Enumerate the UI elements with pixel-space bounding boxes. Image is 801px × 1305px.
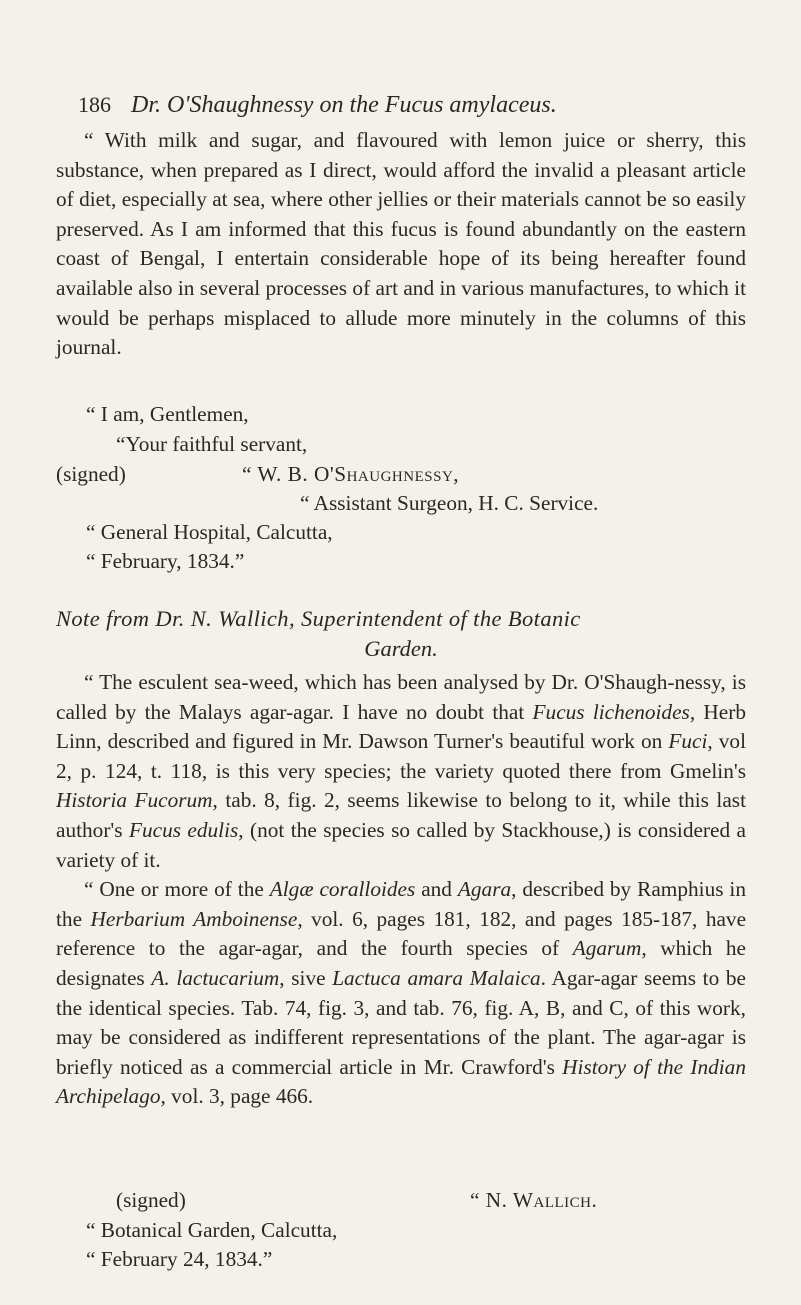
signature-name: “ W. B. O'Shaughnessy,	[242, 462, 460, 486]
closing-line-2: “Your faithful servant,	[116, 432, 308, 456]
note-body	[56, 668, 746, 1112]
running-title: Dr. O'Shaughnessy on the Fucus amylaceus.	[131, 92, 557, 118]
closing-line-1: “ I am, Gentlemen,	[86, 402, 249, 426]
letter-place: “ General Hospital, Calcutta,	[86, 520, 333, 544]
note-paragraph-2: “ One or more of the Algæ coralloides and Agara, described by Ramphius in the Herbarium Amboinense, vol. 6, pages 181, 182, and pages 185-187, have reference to the agar-agar, and the fourth species of Agarum, which he designates A. lactucarium, sive Lactuca amara Malaica. Agar-agar seems to be the identical species. Tab. 74, fig. 3, and tab. 76, fig. A, B, and C, of this work, may be considered as indifferent representations of the plant. The agar-agar is briefly noticed as a commercial article in Mr. Crawford's History of the Indian Archipelago, vol. 3, page 466.	[56, 877, 747, 1109]
note-paragraph-1: “ The esculent sea-weed, which has been analysed by Dr. O'Shaugh-nessy, is called by the Malays agar-agar. I have no doubt that Fucus lichenoides, Herb Linn, described and figured in Mr. Dawson Turner's beautiful work on Fuci, vol 2, p. 124, t. 118, is this very species; the variety quoted there from Gmelin's Historia Fucorum, tab. 8, fig. 2, seems likewise to belong to it, while this last author's Fucus edulis, (not the species so called by Stackhouse,) is considered a variety of it.	[56, 670, 746, 872]
letter-paragraph	[56, 126, 746, 363]
note-heading	[56, 604, 746, 664]
note-heading-line-1: Note from Dr. N. Wallich, Superintendent of the Botanic	[56, 606, 581, 631]
note-signed-label: (signed)	[116, 1188, 186, 1212]
letter-date: “ February, 1834.”	[86, 549, 245, 573]
letter-body-text: “ With milk and sugar, and flavoured with lemon juice or sherry, this substance, when prepared as I direct, would afford the invalid a pleasant article of diet, especially at sea, where other jellies or their materials cannot be so easily preserved. As I am informed that this fucus is found abundantly on the eastern coast of Bengal, I entertain considerable hope of its being hereafter found available also in several processes of art and in various manufactures, to which it would be perhaps misplaced to allude more minutely in the columns of this journal.	[56, 128, 746, 360]
signed-label: (signed)	[56, 462, 126, 486]
note-place: “ Botanical Garden, Calcutta,	[86, 1218, 338, 1242]
note-signature-name: “ N. Wallich.	[470, 1188, 598, 1212]
signature-title: “ Assistant Surgeon, H. C. Service.	[300, 491, 599, 515]
page-number: 186	[78, 92, 111, 117]
note-date: “ February 24, 1834.”	[86, 1247, 273, 1271]
note-heading-line-2: Garden.	[364, 636, 438, 661]
running-header	[78, 92, 557, 119]
